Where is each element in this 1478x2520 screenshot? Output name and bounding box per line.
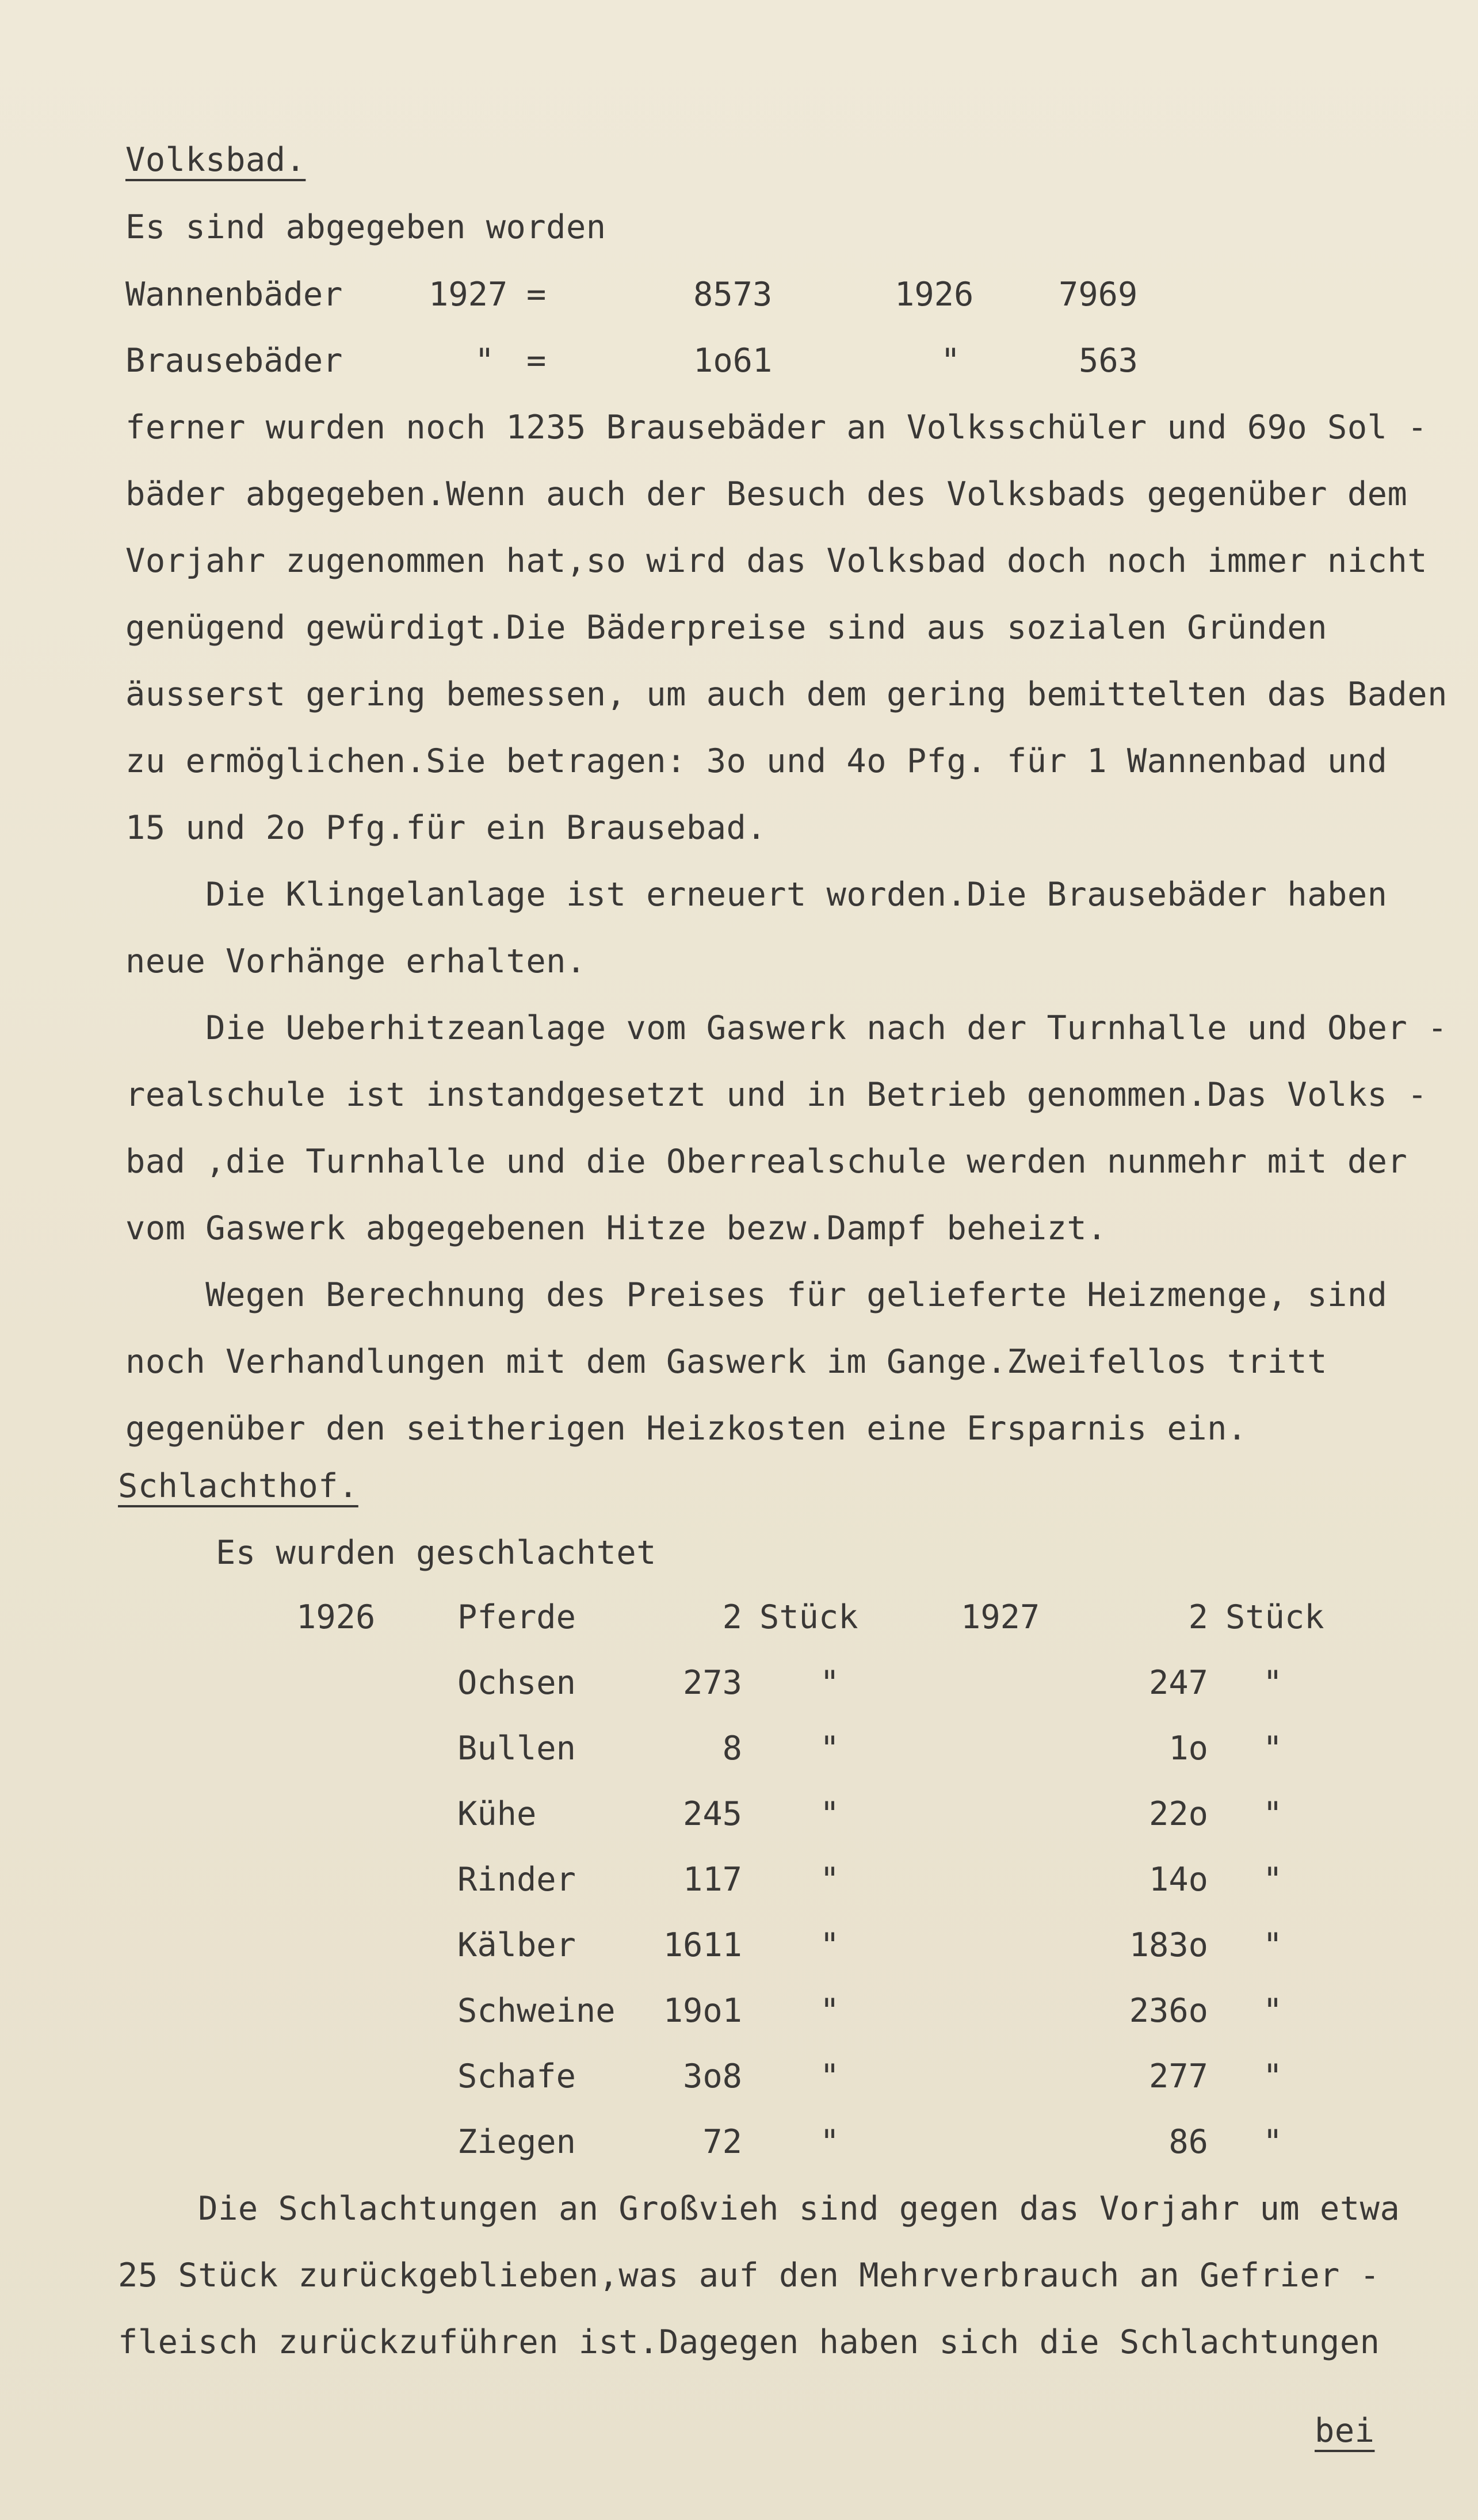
- ditto-mark: ": [820, 1664, 840, 1702]
- bath-type-label: Wannenbäder: [125, 276, 343, 314]
- count-1926: 19o1: [663, 1992, 742, 2030]
- count-1927: 247: [1149, 1664, 1208, 1702]
- animal-label: Schweine: [457, 1992, 616, 2030]
- text-line: Die Ueberhitzeanlage vom Gaswerk nach der Turnhalle und Ober -: [125, 1009, 1448, 1047]
- text-line: bäder abgegeben.Wenn auch der Besuch des Volksbads gegenüber dem: [125, 475, 1408, 513]
- count-value: 7969: [1059, 276, 1138, 314]
- animal-label: Bullen: [457, 1729, 576, 1767]
- unit-label: Stück: [759, 1598, 858, 1636]
- text-line: neue Vorhänge erhalten.: [125, 942, 586, 980]
- ditto-mark: ": [820, 1729, 840, 1767]
- count-1926: 72: [702, 2123, 742, 2161]
- animal-label: Pferde: [457, 1598, 576, 1636]
- ditto-mark: ": [1263, 1729, 1283, 1767]
- count-1927: 183o: [1129, 1926, 1208, 1964]
- volksbad-intro: Es sind abgegeben worden: [125, 208, 606, 246]
- equals-sign: =: [526, 342, 547, 380]
- animal-label: Kälber: [457, 1926, 576, 1964]
- animal-label: Schafe: [457, 2057, 576, 2095]
- text-line: Wegen Berechnung des Preises für gelieferte Heizmenge, sind: [125, 1276, 1388, 1314]
- count-1926: 117: [683, 1861, 742, 1899]
- text-line: realschule ist instandgesetzt und in Betrieb genommen.Das Volks -: [125, 1076, 1428, 1114]
- ditto-mark: ": [820, 2123, 840, 2161]
- year-label: 1927: [429, 276, 508, 314]
- ditto-mark: ": [1263, 1795, 1283, 1833]
- ditto-mark: ": [475, 342, 495, 380]
- count-1926: 245: [683, 1795, 742, 1833]
- text-line: 25 Stück zurückgeblieben,was auf den Mehrverbrauch an Gefrier -: [118, 2256, 1380, 2294]
- ditto-mark: ": [1263, 1992, 1283, 2030]
- count-value: 1o61: [693, 342, 773, 380]
- ditto-mark: ": [820, 1926, 840, 1964]
- text-line: gegenüber den seitherigen Heizkosten eine Ersparnis ein.: [125, 1410, 1247, 1448]
- animal-label: Kühe: [457, 1795, 537, 1833]
- year-label-1926: 1926: [296, 1598, 376, 1636]
- text-line: Vorjahr zugenommen hat,so wird das Volksbad doch noch immer nicht: [125, 542, 1428, 580]
- count-1926: 273: [683, 1664, 742, 1702]
- section-heading-volksbad: Volksbad.: [125, 141, 306, 179]
- ditto-mark: ": [941, 342, 961, 380]
- unit-label: Stück: [1225, 1598, 1324, 1636]
- text-line: vom Gaswerk abgegebenen Hitze bezw.Dampf beheizt.: [125, 1209, 1107, 1247]
- count-1926: 8: [722, 1729, 742, 1767]
- text-line: ferner wurden noch 1235 Brausebäder an Volksschüler und 69o Sol -: [125, 408, 1428, 446]
- schlachthof-intro: Es wurden geschlachtet: [216, 1534, 656, 1572]
- year-label-1927: 1927: [961, 1598, 1040, 1636]
- animal-label: Rinder: [457, 1861, 576, 1899]
- text-line: äusserst gering bemessen, um auch dem gering bemittelten das Baden: [125, 675, 1448, 713]
- text-line: fleisch zurückzuführen ist.Dagegen haben sich die Schlachtungen: [118, 2323, 1380, 2361]
- text-line: Die Schlachtungen an Großvieh sind gegen das Vorjahr um etwa: [118, 2190, 1400, 2228]
- animal-label: Ziegen: [457, 2123, 576, 2161]
- year-label: 1926: [895, 276, 974, 314]
- bath-type-label: Brausebäder: [125, 342, 343, 380]
- ditto-mark: ": [820, 1795, 840, 1833]
- count-1927: 1o: [1168, 1729, 1208, 1767]
- animal-label: Ochsen: [457, 1664, 576, 1702]
- text-line: 15 und 2o Pfg.für ein Brausebad.: [125, 809, 767, 847]
- count-1926: 1611: [663, 1926, 742, 1964]
- ditto-mark: ": [1263, 1664, 1283, 1702]
- count-1927: 2: [1188, 1598, 1208, 1636]
- ditto-mark: ": [1263, 2123, 1283, 2161]
- catchword: bei: [1315, 2412, 1375, 2450]
- ditto-mark: ": [1263, 2057, 1283, 2095]
- count-value: 563: [1079, 342, 1138, 380]
- count-1927: 22o: [1149, 1795, 1208, 1833]
- text-line: noch Verhandlungen mit dem Gaswerk im Gange.Zweifellos tritt: [125, 1343, 1328, 1381]
- ditto-mark: ": [820, 1992, 840, 2030]
- ditto-mark: ": [820, 2057, 840, 2095]
- equals-sign: =: [526, 276, 547, 314]
- count-1926: 3o8: [683, 2057, 742, 2095]
- text-line: zu ermöglichen.Sie betragen: 3o und 4o Pfg. für 1 Wannenbad und: [125, 742, 1388, 780]
- ditto-mark: ": [1263, 1861, 1283, 1899]
- text-line: genügend gewürdigt.Die Bäderpreise sind aus sozialen Gründen: [125, 609, 1328, 647]
- ditto-mark: ": [1263, 1926, 1283, 1964]
- text-line: Die Klingelanlage ist erneuert worden.Die Brausebäder haben: [125, 876, 1388, 914]
- count-value: 8573: [693, 276, 773, 314]
- ditto-mark: ": [820, 1861, 840, 1899]
- count-1927: 277: [1149, 2057, 1208, 2095]
- count-1927: 14o: [1149, 1861, 1208, 1899]
- count-1927: 86: [1168, 2123, 1208, 2161]
- count-1926: 2: [722, 1598, 742, 1636]
- count-1927: 236o: [1129, 1992, 1208, 2030]
- text-line: bad ,die Turnhalle und die Oberrealschule werden nunmehr mit der: [125, 1143, 1408, 1181]
- section-heading-schlachthof: Schlachthof.: [118, 1467, 358, 1505]
